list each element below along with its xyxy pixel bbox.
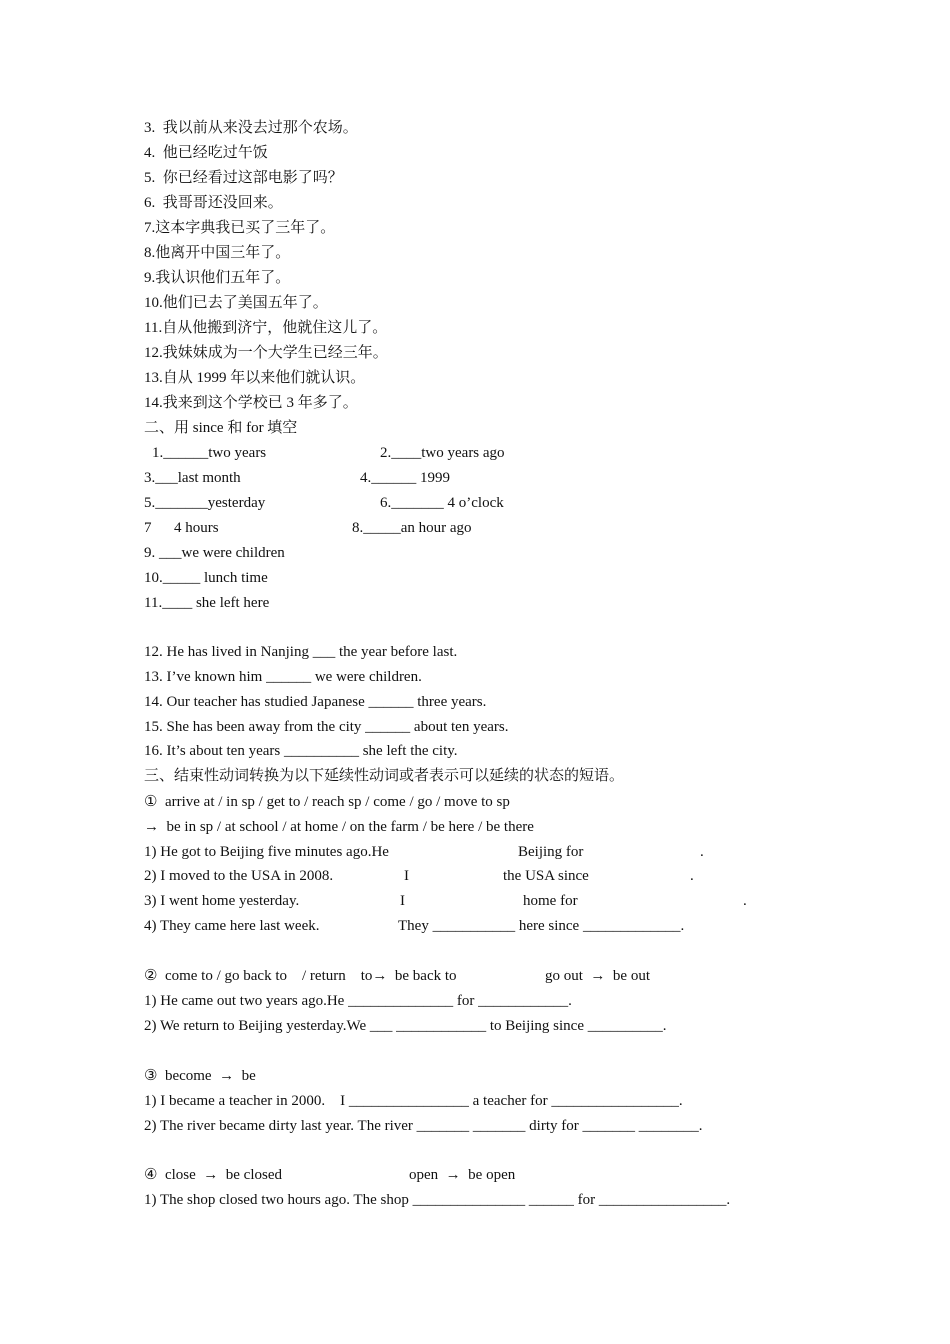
blank-item-4: 4.______ 1999 bbox=[360, 470, 450, 486]
blank-item-2: 2.____two years ago bbox=[380, 445, 505, 461]
cn-item-6: 6. 我哥哥还没回来。 bbox=[144, 195, 283, 211]
cn-item-9: 9.我认识他们五年了。 bbox=[144, 270, 291, 286]
cn-item-12: 12.我妹妹成为一个大学生已经三年。 bbox=[144, 345, 388, 361]
blank-item-7: 7 4 hours bbox=[144, 520, 219, 536]
sentence-item-15: 15. She has been away from the city ______ about ten years. bbox=[144, 719, 509, 735]
group1-q3-text: 3) I went home yesterday. bbox=[144, 893, 300, 909]
cn-item-5: 5. 你已经看过这部电影了吗？ bbox=[144, 170, 343, 186]
group1-q2-subject: I bbox=[404, 868, 409, 884]
sentence-item-14: 14. Our teacher has studied Japanese ______ three years. bbox=[144, 694, 487, 710]
group1-q1-end: . bbox=[700, 844, 704, 860]
blank-item-3: 3.___last month bbox=[144, 470, 241, 486]
group4-title: ④ close → be closed bbox=[144, 1167, 282, 1183]
blank-item-11: 11.____ she left here bbox=[144, 595, 270, 611]
cn-item-8: 8.他离开中国三年了。 bbox=[144, 245, 291, 261]
group2-q2: 2) We return to Beijing yesterday.We ___ ____________ to Beijing since __________. bbox=[144, 1018, 667, 1034]
group2-title: ② come to / go back to / return to→ be back to bbox=[144, 968, 457, 984]
group1-q2-mid: the USA since bbox=[503, 868, 589, 884]
sentence-item-16: 16. It’s about ten years __________ she left the city. bbox=[144, 743, 458, 759]
group1-result: → be in sp / at school / at home / on the farm / be here / be there bbox=[144, 819, 534, 835]
blank-item-6: 6._______ 4 o’clock bbox=[380, 495, 504, 511]
group3-q2: 2) The river became dirty last year. The river _______ _______ dirty for _______ ________. bbox=[144, 1118, 703, 1134]
blank-item-10: 10._____ lunch time bbox=[144, 570, 268, 586]
blank-item-8: 8._____an hour ago bbox=[352, 520, 472, 536]
section-heading-verb-conversion: 三、结束性动词转换为以下延续性动词或者表示可以延续的状态的短语。 bbox=[144, 768, 625, 784]
cn-item-7: 7.这本字典我已买了三年了。 bbox=[144, 220, 336, 236]
cn-item-4: 4. 他已经吃过午饭 bbox=[144, 145, 268, 161]
section-heading-since-for: 二、用 since 和 for 填空 bbox=[144, 420, 298, 436]
cn-item-3: 3. 我以前从来没去过那个农场。 bbox=[144, 120, 358, 136]
group3-q1: 1) I became a teacher in 2000. I ________________ a teacher for _________________. bbox=[144, 1093, 683, 1109]
cn-item-10: 10.他们已去了美国五年了。 bbox=[144, 295, 328, 311]
blank-item-1: 1.______two years bbox=[152, 445, 267, 461]
group1-q1-text: 1) He got to Beijing five minutes ago.He bbox=[144, 844, 389, 860]
group4-q1: 1) The shop closed two hours ago. The shop _______________ ______ for _________________. bbox=[144, 1192, 731, 1208]
group2-title-right: go out → be out bbox=[545, 968, 650, 984]
group3-title: ③ become → be bbox=[144, 1068, 256, 1084]
group1-q1-mid: Beijing for bbox=[518, 844, 584, 860]
group4-title-right: open → be open bbox=[409, 1167, 516, 1183]
group1-q3-end: . bbox=[743, 893, 747, 909]
group1-q2-text: 2) I moved to the USA in 2008. bbox=[144, 868, 334, 884]
cn-item-11: 11.自从他搬到济宁，他就住这儿了。 bbox=[144, 320, 388, 336]
group1-title: ① arrive at / in sp / get to / reach sp / come / go / move to sp bbox=[144, 794, 510, 810]
group1-q3-mid: home for bbox=[523, 893, 578, 909]
cn-item-13: 13.自从 1999 年以来他们就认识。 bbox=[144, 370, 366, 386]
group1-q4-answer: They ___________ here since _____________. bbox=[398, 918, 685, 934]
group1-q3-subject: I bbox=[400, 893, 405, 909]
sentence-item-12: 12. He has lived in Nanjing ___ the year before last. bbox=[144, 644, 458, 660]
group1-q4-text: 4) They came here last week. bbox=[144, 918, 320, 934]
blank-item-5: 5._______yesterday bbox=[144, 495, 266, 511]
sentence-item-13: 13. I’ve known him ______ we were children. bbox=[144, 669, 422, 685]
cn-item-14: 14.我来到这个学校已 3 年多了。 bbox=[144, 395, 358, 411]
group1-q2-end: . bbox=[690, 868, 694, 884]
group2-q1: 1) He came out two years ago.He ______________ for ____________. bbox=[144, 993, 572, 1009]
blank-item-9: 9. ___we were children bbox=[144, 545, 285, 561]
